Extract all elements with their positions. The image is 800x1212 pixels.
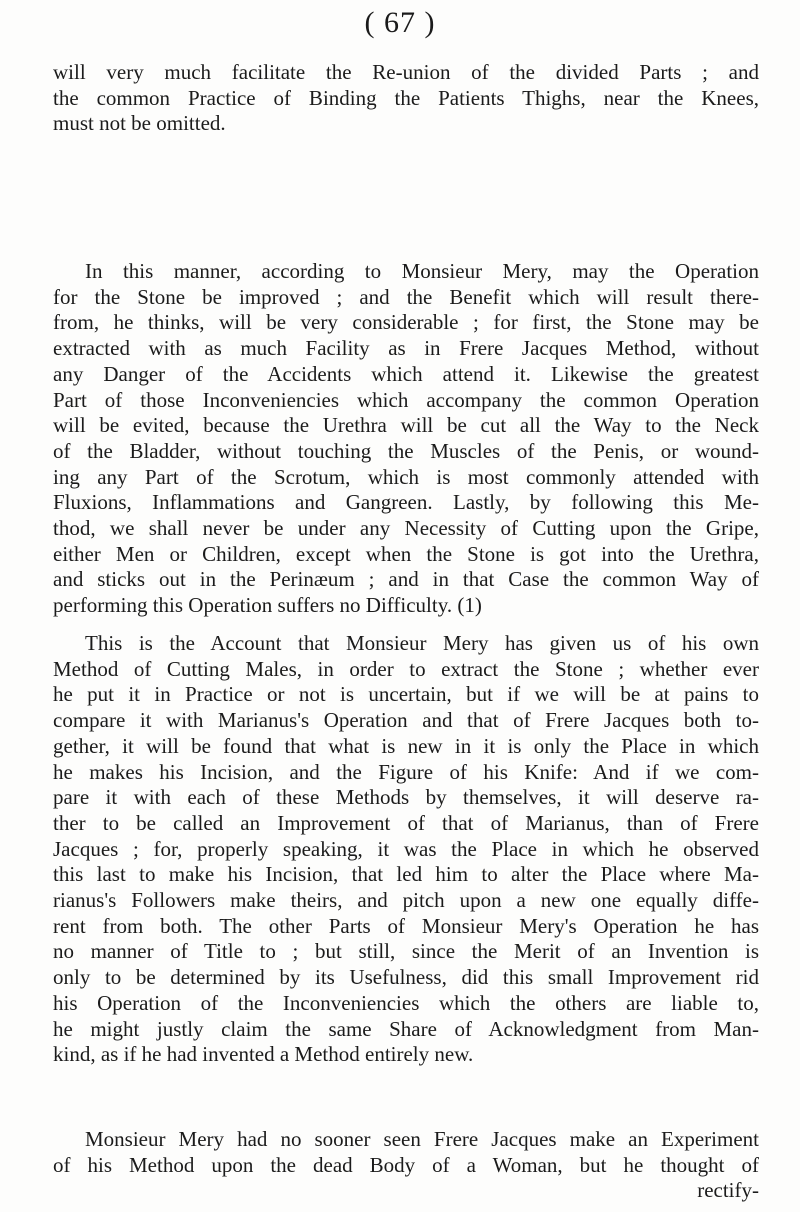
text-line: and sticks out in the Perinæum ; and in that Case the common Way of xyxy=(53,567,759,592)
text-line: pare it with each of these Methods by themselves, it will deserve ra- xyxy=(53,785,759,810)
catchword: rectify- xyxy=(697,1178,759,1203)
text-line: kind, as if he had invented a Method entirely new. xyxy=(53,1042,474,1067)
text-line: ing any Part of the Scrotum, which is most commonly attended with xyxy=(53,464,759,489)
text-line: of the Bladder, without touching the Muscles of the Penis, or wound- xyxy=(53,438,759,463)
text-line: ther to be called an Improvement of that of Marianus, than of Frere xyxy=(53,810,759,835)
text-line: his Operation of the Inconveniencies which the others are liable to, xyxy=(53,990,759,1015)
text-line: thod, we shall never be under any Necessity of Cutting upon the Gripe, xyxy=(53,516,759,541)
text-line: rianus's Followers make theirs, and pitch upon a new one equally diffe- xyxy=(53,888,759,913)
text-line: must not be omitted. xyxy=(53,111,226,136)
text-line: Fluxions, Inflammations and Gangreen. Lastly, by following this Me- xyxy=(53,490,759,515)
text-line: he makes his Incision, and the Figure of his Knife: And if we com- xyxy=(53,759,759,784)
text-line: of his Method upon the dead Body of a Woman, but he thought of xyxy=(53,1152,759,1177)
text-line: he put it in Practice or not is uncertain, but if we will be at pains to xyxy=(53,682,759,707)
text-line: any Danger of the Accidents which attend it. Likewise the greatest xyxy=(53,361,759,386)
text-line: Method of Cutting Males, in order to extract the Stone ; whether ever xyxy=(53,656,759,681)
text-line: This is the Account that Monsieur Mery has given us of his own xyxy=(85,631,759,655)
text-line: either Men or Children, except when the Stone is got into the Urethra, xyxy=(53,541,759,566)
text-line: from, he thinks, will be very considerable ; for first, the Stone may be xyxy=(53,310,759,335)
text-line: compare it with Marianus's Operation and that of Frere Jacques both to- xyxy=(53,708,759,733)
text-line: In this manner, according to Monsieur Mery, may the Operation xyxy=(85,259,759,283)
page-number: ( 67 ) xyxy=(364,6,436,39)
text-line: Monsieur Mery had no sooner seen Frere Jacques make an Experiment xyxy=(85,1127,759,1151)
text-line: he might justly claim the same Share of Acknowledgment from Man- xyxy=(53,1016,759,1041)
text-line: performing this Operation suffers no Difficulty. (1) xyxy=(53,593,482,618)
text-line: Part of those Inconveniencies which accompany the common Operation xyxy=(53,387,759,412)
text-line: extracted with as much Facility as in Frere Jacques Method, without xyxy=(53,336,759,361)
text-line: rent from both. The other Parts of Monsieur Mery's Operation he has xyxy=(53,913,759,938)
text-line: the common Practice of Binding the Patients Thighs, near the Knees, xyxy=(53,85,759,110)
text-line: Jacques ; for, properly speaking, it was the Place in which he observed xyxy=(53,836,759,861)
text-line: gether, it will be found that what is new in it is only the Place in which xyxy=(53,733,759,758)
text-line: for the Stone be improved ; and the Benefit which will result there- xyxy=(53,284,759,309)
text-line: this last to make his Incision, that led him to alter the Place where Ma- xyxy=(53,862,759,887)
text-line: no manner of Title to ; but still, since the Merit of an Invention is xyxy=(53,939,759,964)
paragraph-1 xyxy=(53,60,759,137)
text-line: will be evited, because the Urethra will be cut all the Way to the Neck xyxy=(53,413,759,438)
text-line: will very much facilitate the Re-union of the divided Parts ; and xyxy=(53,60,759,84)
paragraph-3 xyxy=(53,631,759,1068)
paragraph-4 xyxy=(53,1127,759,1204)
text-line: only to be determined by its Usefulness, did this small Improvement rid xyxy=(53,965,759,990)
paragraph-2 xyxy=(53,259,759,619)
